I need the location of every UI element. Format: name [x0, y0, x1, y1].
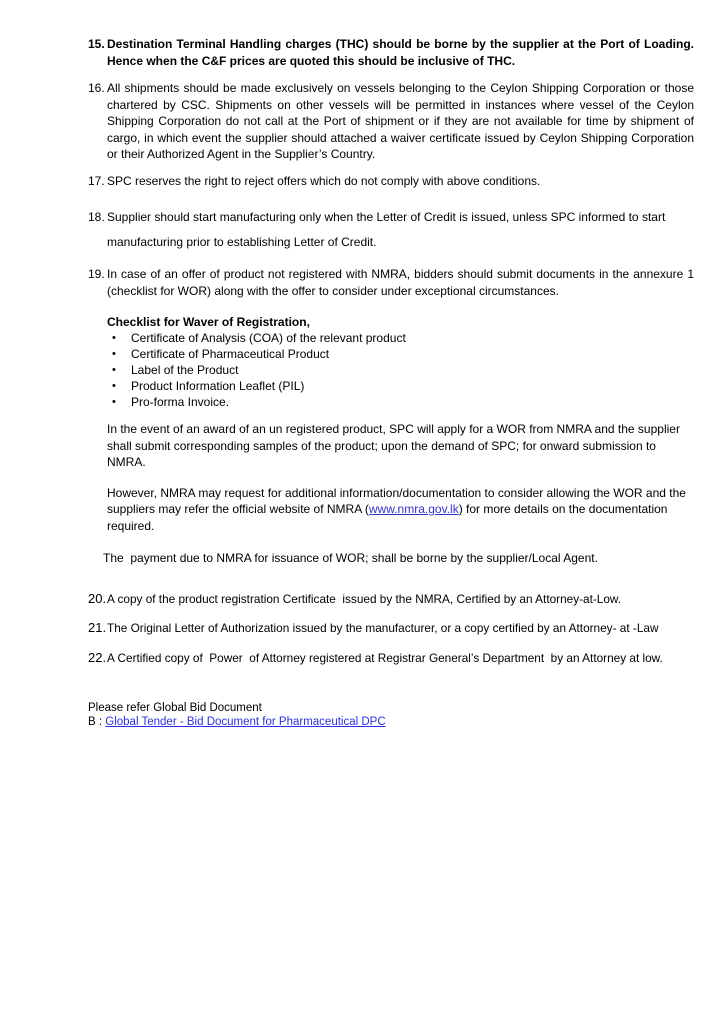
bullet-icon: • [112, 348, 116, 360]
item-22-text: A Certified copy of Power of Attorney registered at Registrar General’s Department by an Attorney at low. [107, 650, 663, 665]
list-item-17 [88, 173, 694, 190]
item-17-number: 17. [88, 173, 105, 188]
bullet-item-text: Certificate of Analysis (COA) of the relevant product [131, 331, 406, 345]
item-19-number: 19. [88, 267, 105, 281]
item-15-text: Destination Terminal Handling charges (THC) should be borne by the supplier at the Port of Loading. Hence when the C&F prices are quoted this should be inclusive of THC. [107, 37, 694, 68]
bullet-item-text: Product Information Leaflet (PIL) [131, 379, 305, 393]
footer-line1: Please refer Global Bid Document [88, 702, 262, 714]
global-tender-bid-document-link[interactable]: Global Tender - Bid Document for Pharmaceutical DPC [105, 716, 386, 728]
list-item-22 [88, 650, 694, 667]
list-item [107, 330, 694, 346]
paragraph-award-unregistered: In the event of an award of an un registered product, SPC will apply for a WOR from NMRA and the supplier shall submit corresponding samples of the product; upon the demand of SPC; for onward submission to NMRA. [107, 422, 680, 469]
item-21-number: 21. [88, 620, 107, 635]
item-20-text: A copy of the product registration Certificate issued by the NMRA, Certified by an Attorney-at-Low. [107, 591, 622, 606]
list-item-18 [88, 205, 694, 255]
list-item [107, 362, 694, 378]
list-item-19 [88, 266, 694, 299]
checklist-bullet-list [107, 330, 694, 410]
item-15-number: 15. [88, 37, 105, 51]
list-item-15 [88, 36, 694, 69]
list-item-20 [88, 591, 694, 608]
item-17-text: SPC reserves the right to reject offers which do not comply with above conditions. [107, 173, 541, 188]
paragraph-nmra-wor [107, 485, 694, 535]
item-21-text: The Original Letter of Authorization issued by the manufacturer, or a copy certified by an Attorney- at -Law [107, 621, 659, 635]
list-item [107, 394, 694, 410]
bullet-icon: • [112, 332, 116, 344]
item-20-number: 20. [88, 590, 107, 606]
bullet-icon: • [112, 396, 116, 408]
paragraph-payment-due: The payment due to NMRA for issuance of WOR; shall be borne by the supplier/Local Agent. [103, 551, 598, 565]
item-18-text: Supplier should start manufacturing only when the Letter of Credit is issued, unless SPC informed to start manufacturing prior to establishing Letter of Credit. [107, 210, 666, 249]
checklist-heading: Checklist for Waver of Registration, [107, 315, 310, 329]
bullet-icon: • [112, 380, 116, 392]
footer-line2-label: B : [88, 716, 106, 728]
bullet-item-text: Pro-forma Invoice. [131, 395, 230, 409]
list-item [107, 346, 694, 362]
paragraph-nmra-wor-text-after: ) for more details on the documentation required. [107, 502, 668, 533]
paragraph-nmra-wor-text-before: However, NMRA may request for additional information/documentation to consider allowing the WOR and the suppliers may refer the official website of NMRA ( [107, 485, 686, 516]
item-19-text: In case of an offer of product not registered with NMRA, bidders should submit documents in the annexure 1 (checklist for WOR) along with the offer to consider under exceptional circumstances. [107, 267, 694, 298]
footer-note [88, 701, 694, 729]
nmra-website-link[interactable]: www.nmra.gov.lk [368, 502, 459, 516]
bullet-icon: • [112, 364, 116, 376]
item-16-number: 16. [88, 81, 105, 95]
footer-line2 [88, 715, 694, 729]
list-item-21 [88, 620, 694, 637]
list-item [107, 378, 694, 394]
bullet-item-text: Certificate of Pharmaceutical Product [131, 347, 330, 361]
bullet-item-text: Label of the Product [131, 363, 239, 377]
item-16-text: All shipments should be made exclusively on vessels belonging to the Ceylon Shipping Corporation or those chartered by CSC. Shipments on other vessels will be permitted in instances where vessel of the Ceylon Shipping Corporation do not call at the Port of shipment or if they are not available for time by shipment of cargo, in which event the supplier should attached a waiver certificate issued by Ceylon Shipping Corporation or their Authorized Agent in the Supplier’s Country. [107, 81, 694, 161]
list-item-16 [88, 80, 694, 163]
item-18-number: 18. [88, 210, 105, 224]
item-22-number: 22. [88, 649, 107, 665]
